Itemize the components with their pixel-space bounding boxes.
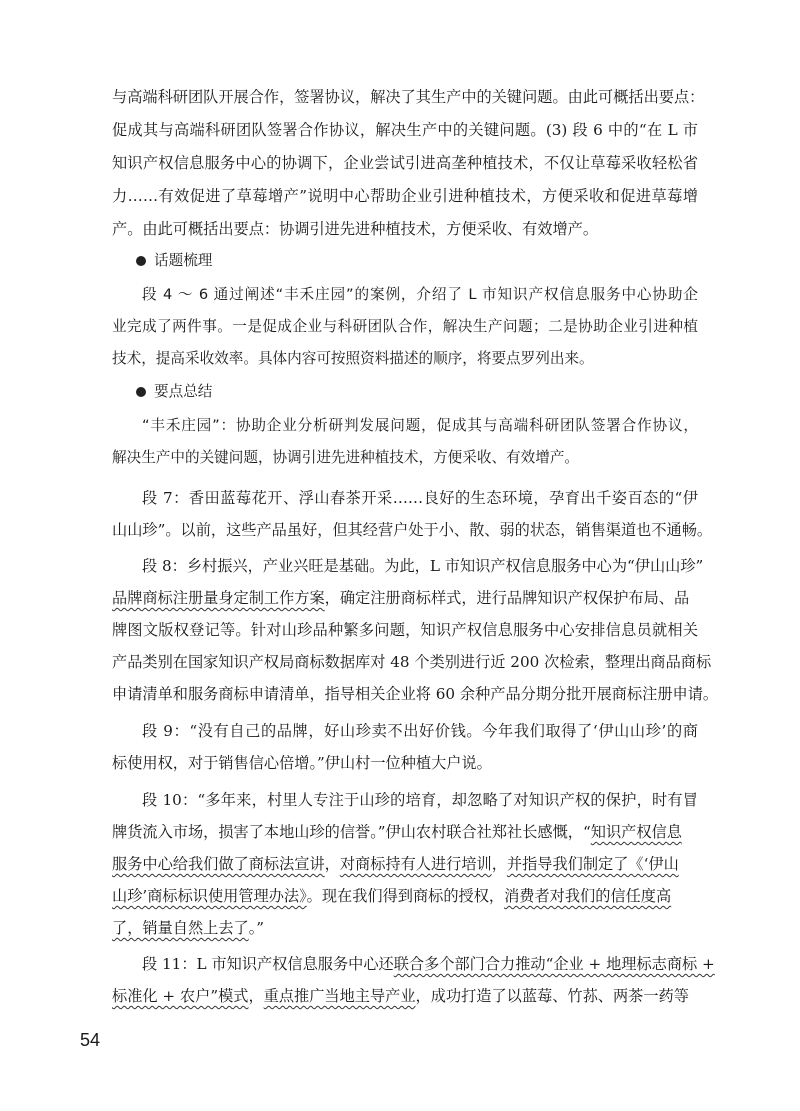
text-line: [112, 587, 698, 609]
underlined-text: 消费者对我们的信任度高: [504, 887, 672, 905]
underlined-text: 标准化 + 农户”模式: [112, 987, 249, 1005]
text-line: 段 8：乡村振兴，产业兴旺是基础。为此，L 市知识产权信息服务中心为“伊山山珍”: [142, 557, 704, 575]
text-line: [112, 821, 698, 843]
section-heading-topic: [136, 250, 722, 272]
text-span: 。”: [248, 919, 265, 937]
page-number: 54: [80, 1030, 101, 1050]
text-line: 段 7：香田蓝莓花开、浮山春茶开采……良好的生态环境，孕育出千姿百态的“伊: [142, 489, 698, 507]
underlined-text: 服务中心给我们做了商标法宣讲: [112, 855, 325, 873]
section-heading-summary: [136, 381, 722, 403]
text-line: 解决生产中的关键问题，协调引进先进种植技术，方便采收、有效增产。: [112, 449, 580, 466]
text-line: 山山珍”。以前，这些产品虽好，但其经营户处于小、散、弱的状态，销售渠道也不通畅。: [112, 521, 713, 539]
text-line: 段 9：“没有自己的品牌，好山珍卖不出好价钱。今年我们取得了‘伊山山珍’的商: [142, 722, 698, 740]
text-line: 知识产权信息服务中心的协调下，企业尝试引进高垄种植技术，不仅让草莓采收轻松省: [112, 154, 698, 172]
text-line: 力……有效促进了草莓增产”说明中心帮助企业引进种植技术，方便采收和促进草莓增: [112, 187, 698, 205]
text-line: 产。由此可概括出要点：协调引进先进种植技术，方便采收、有效增产。: [112, 220, 598, 238]
text-span: ，: [324, 855, 340, 873]
text-span: ，: [491, 855, 507, 873]
text-line: 技术，提高采收效率。具体内容可按照资料描述的顺序，将要点罗列出来。: [112, 350, 594, 367]
text-span: 牌货流入市场，损害了本地山珍的信誉。”伊山农村联合社郑社长感慨，“: [112, 823, 591, 841]
underlined-text: 对商标持有人进行培训: [339, 855, 492, 873]
text-line: [112, 885, 698, 907]
text-line: 业完成了两件事。一是促成企业与科研团队合作，解决生产问题；二是协助企业引进种植: [112, 318, 698, 335]
underlined-text: 重点推广当地主导产业: [263, 987, 416, 1005]
text-span: ，确定注册商标样式，进行品牌知识产权保护布局、品: [324, 589, 690, 607]
underlined-text: 知识产权信息: [590, 823, 682, 841]
underlined-text: 并指导我们制定了《‘伊山: [506, 855, 679, 873]
heading-label: 话题梳理: [154, 252, 213, 269]
bullet-icon: [136, 387, 146, 397]
text-span: ，成功打造了以蓝莓、竹荪、两茶一药等: [415, 987, 689, 1005]
text-line: 申请清单和服务商标申请清单，指导相关企业将 60 余种产品分期分批开展商标注册申请。: [112, 685, 719, 703]
text-line: 与高端科研团队开展合作，签署协议，解决了其生产中的关键问题。由此可概括出要点：: [112, 88, 705, 106]
text-line: [112, 917, 698, 939]
text-line: 促成其与高端科研团队签署合作协议，解决生产中的关键问题。(3) 段 6 中的“在 L 市: [112, 121, 698, 139]
text-line: [112, 985, 698, 1007]
text-line: [112, 853, 698, 875]
text-line: 标使用权，对于销售信心倍增。”伊山村一位种植大户说。: [112, 754, 492, 772]
text-line: 段 4 ～ 6 通过阐述“丰禾庄园”的案例，介绍了 L 市知识产权信息服务中心协助企: [142, 286, 698, 303]
bullet-icon: [136, 256, 146, 266]
text-span: 。现在我们得到商标的授权，: [306, 887, 505, 905]
underlined-text: 了，销量自然上去了: [112, 919, 249, 937]
text-span: 段 11：L 市知识产权信息服务中心还: [142, 955, 394, 973]
text-span: ，: [248, 987, 264, 1005]
heading-label: 要点总结: [154, 383, 213, 400]
underlined-text: 品牌商标注册量身定制工作方案: [112, 589, 325, 607]
underlined-text: 山珍’商标标识使用管理办法》: [112, 887, 307, 905]
text-line: 牌图文版权登记等。针对山珍品种繁多问题，知识产权信息服务中心安排信息员就相关: [112, 621, 698, 639]
text-line: [142, 953, 715, 975]
text-line: 段 10：“多年来，村里人专注于山珍的培育，却忽略了对知识产权的保护，时有冒: [142, 791, 698, 809]
text-line: 产品类别在国家知识产权局商标数据库对 48 个类别进行近 200 次检索，整理出商品商标: [112, 653, 712, 671]
text-line: “丰禾庄园”：协助企业分析研判发展问题，促成其与高端科研团队签署合作协议，: [142, 417, 698, 434]
underlined-text: 联合多个部门合力推动“企业 + 地理标志商标 +: [393, 955, 715, 973]
